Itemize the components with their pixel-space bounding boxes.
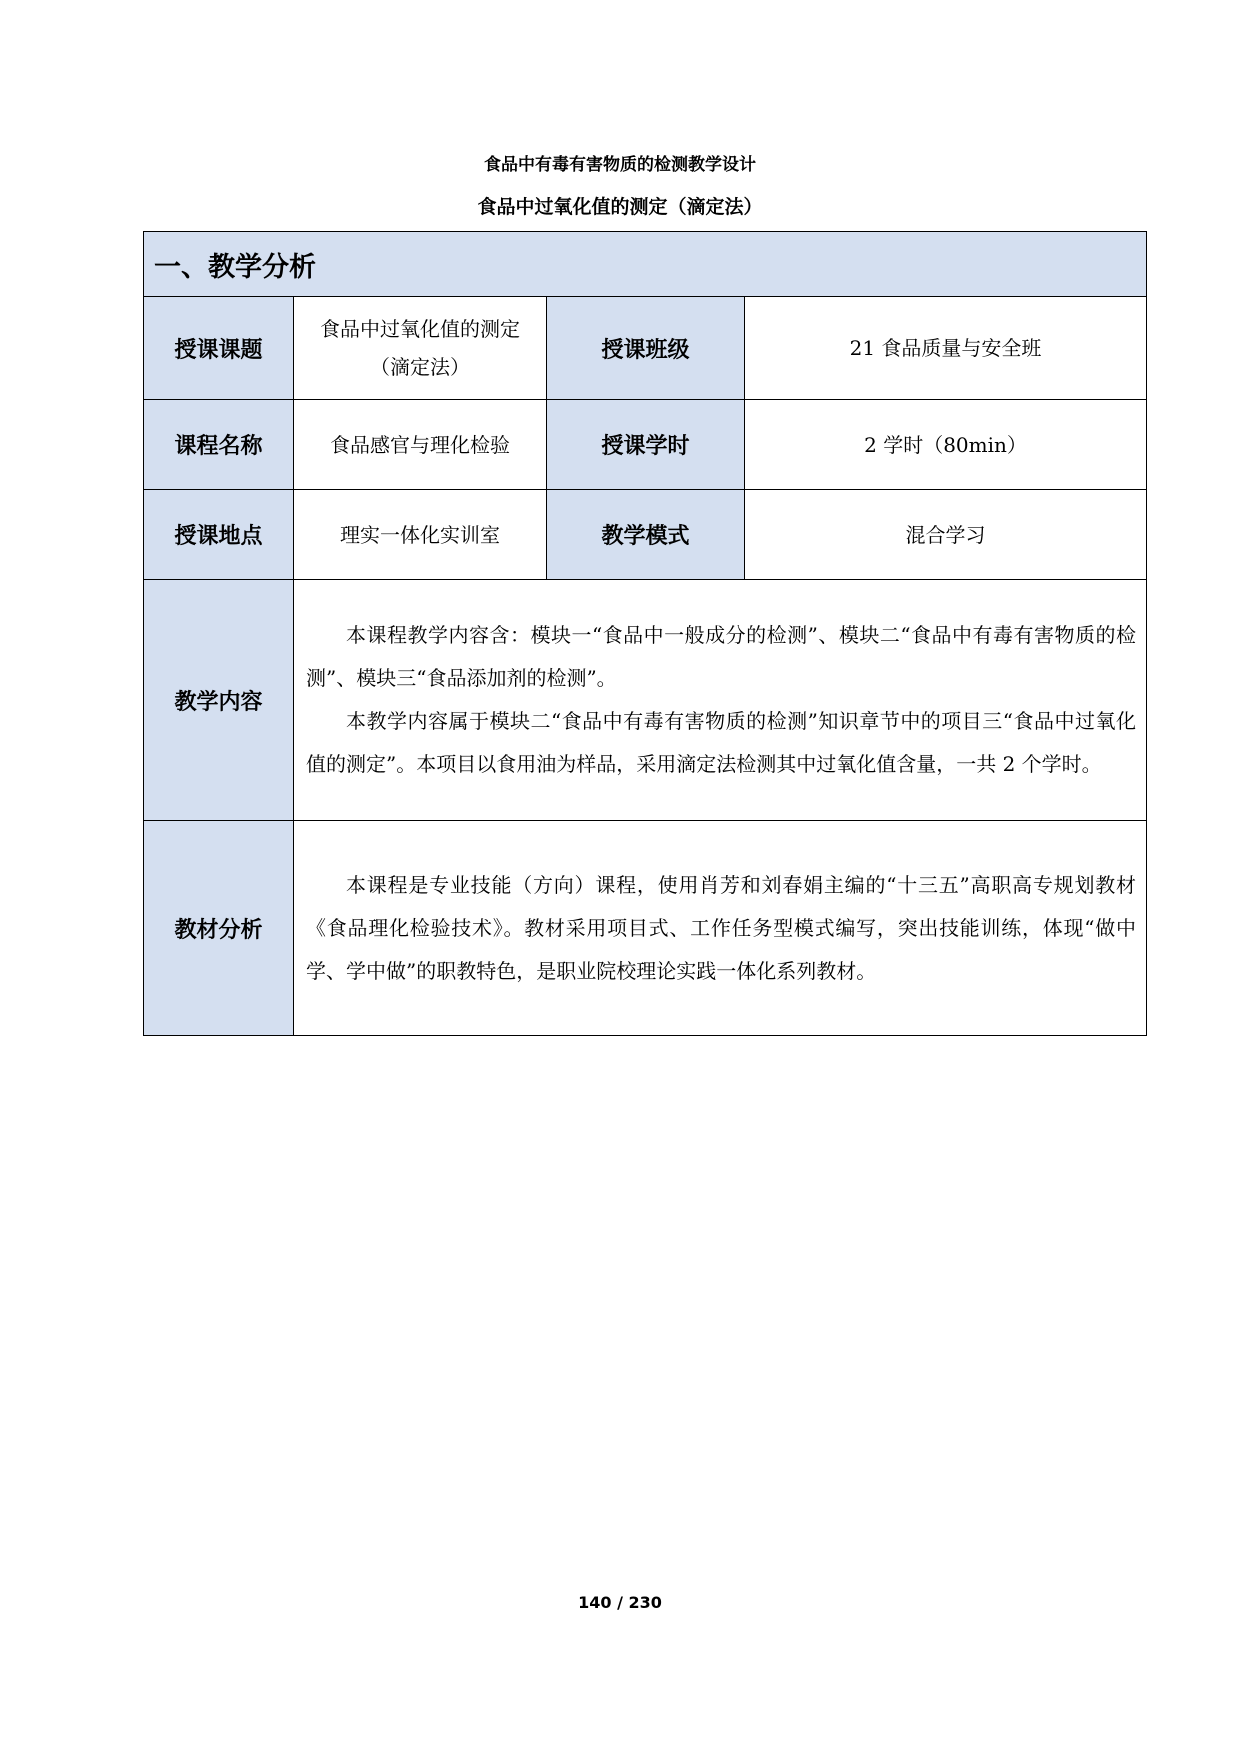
teaching-analysis-table [143, 231, 1147, 1036]
table-row [144, 490, 1147, 580]
textbook-label: 教材分析 [144, 821, 294, 1036]
textbook-text [294, 821, 1147, 1036]
place-label: 授课地点 [144, 490, 294, 580]
content-text [294, 580, 1147, 821]
textbook-paragraph: 本课程是专业技能（方向）课程，使用肖芳和刘春娟主编的“十三五”高职高专规划教材《食品理化检验技术》。教材采用项目式、工作任务型模式编写，突出技能训练，体现“做中学、学中做”的职教特色，是职业院校理论实践一体化系列教材。 [306, 872, 1136, 983]
topic-label: 授课课题 [144, 297, 294, 400]
hours-label: 授课学时 [547, 400, 745, 490]
content-label: 教学内容 [144, 580, 294, 821]
document-subtitle: 食品中过氧化值的测定（滴定法） [477, 196, 763, 218]
content-paragraph-1: 本课程教学内容含：模块一“食品中一般成分的检测”、模块二“食品中有毒有害物质的检测”、模块三“食品添加剂的检测”。 [306, 623, 1136, 690]
section-heading: 一、教学分析 [144, 232, 1147, 297]
document-title: 食品中有毒有害物质的检测教学设计 [484, 155, 756, 175]
hours-value: 2 学时（80min） [745, 400, 1147, 490]
content-paragraph-2: 本教学内容属于模块二“食品中有毒有害物质的检测”知识章节中的项目三“食品中过氧化值的测定”。本项目以食用油为样品，采用滴定法检测其中过氧化值含量，一共 2 个学时。 [306, 709, 1136, 776]
table-row [144, 821, 1147, 1036]
course-value: 食品感官与理化检验 [294, 400, 547, 490]
table-row [144, 297, 1147, 400]
course-label: 课程名称 [144, 400, 294, 490]
mode-label: 教学模式 [547, 490, 745, 580]
class-value: 21 食品质量与安全班 [745, 297, 1147, 400]
table-row [144, 400, 1147, 490]
topic-value [294, 297, 547, 400]
mode-value: 混合学习 [745, 490, 1147, 580]
place-value: 理实一体化实训室 [294, 490, 547, 580]
topic-value-line2: （滴定法） [370, 355, 470, 379]
topic-value-line1: 食品中过氧化值的测定 [320, 317, 520, 341]
class-label: 授课班级 [547, 297, 745, 400]
page-number: 140 / 230 [578, 1593, 662, 1612]
table-row [144, 580, 1147, 821]
